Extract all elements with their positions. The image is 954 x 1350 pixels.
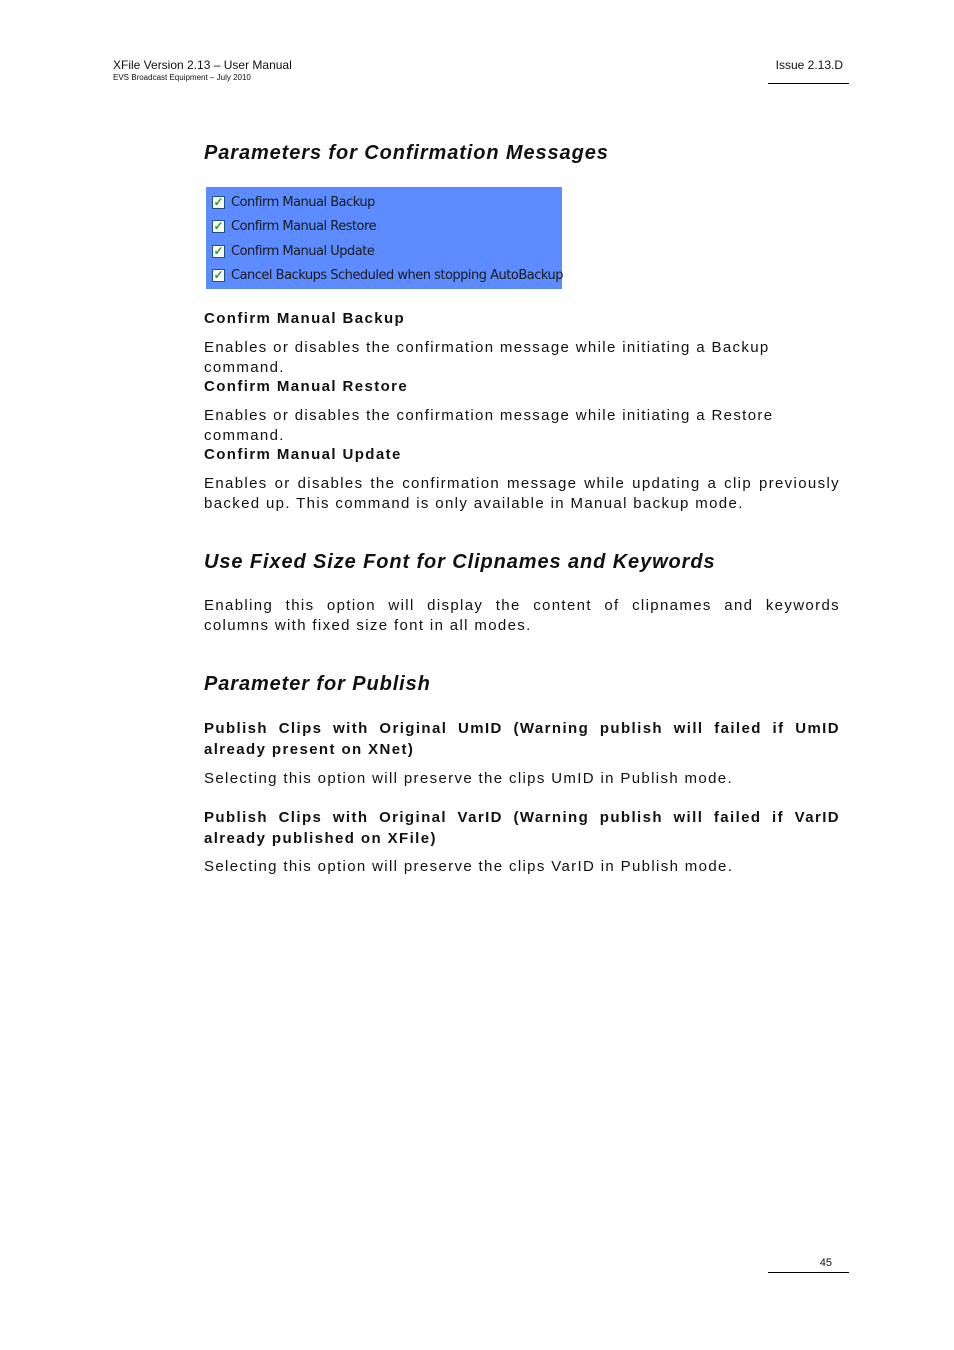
issue-label: Issue 2.13.D	[775, 58, 843, 72]
item-title-publish-varid: Publish Clips with Original VarID (Warning publish will failed if VarID already published on XFile)	[204, 809, 840, 847]
option-confirm-manual-restore[interactable]	[212, 217, 376, 235]
page-number: 45	[819, 1257, 832, 1269]
header-rule	[768, 83, 849, 84]
checkbox-checked-icon[interactable]: ✓	[213, 219, 224, 233]
item-title-confirm-backup: Confirm Manual Backup	[204, 310, 406, 327]
option-label: Cancel Backups Scheduled when stopping AutoBackup	[231, 267, 563, 283]
option-confirm-manual-update[interactable]	[212, 242, 374, 260]
item-title-publish-umid: Publish Clips with Original UmID (Warning publish will failed if UmID already present on XNet)	[204, 720, 840, 758]
section-heading-publish: Parameter for Publish	[204, 673, 431, 695]
option-label: Confirm Manual Update	[231, 243, 375, 259]
item-text-publish-varid: Selecting this option will preserve the clips VarID in Publish mode.	[204, 858, 734, 875]
section-text-fixed-font: Enabling this option will display the content of clipnames and keywords columns with fixed size font in all modes.	[204, 597, 840, 634]
footer-rule	[768, 1272, 849, 1273]
section-heading-confirmation: Parameters for Confirmation Messages	[204, 142, 609, 164]
checkbox-checked-icon[interactable]: ✓	[213, 244, 224, 258]
confirmation-options-panel	[206, 187, 562, 289]
page-header-left	[113, 58, 292, 83]
item-text-confirm-update: Enables or disables the confirmation message while updating a clip previously backed up. This command is only available in Manual backup mode.	[204, 475, 840, 512]
item-text-confirm-backup: Enables or disables the confirmation message while initiating a Backup command.	[204, 339, 770, 376]
item-text-confirm-restore: Enables or disables the confirmation message while initiating a Restore command.	[204, 407, 774, 444]
item-title-confirm-restore: Confirm Manual Restore	[204, 378, 409, 395]
option-label: Confirm Manual Restore	[231, 218, 377, 234]
document-subtitle: EVS Broadcast Equipment – July 2010	[113, 73, 251, 82]
option-confirm-manual-backup[interactable]	[212, 193, 375, 211]
item-text-publish-umid: Selecting this option will preserve the clips UmID in Publish mode.	[204, 770, 733, 787]
document-title: XFile Version 2.13 – User Manual	[113, 58, 292, 72]
option-cancel-backups-scheduled[interactable]	[212, 266, 563, 284]
checkbox-checked-icon[interactable]: ✓	[213, 195, 224, 209]
option-label: Confirm Manual Backup	[231, 194, 375, 210]
checkbox-checked-icon[interactable]: ✓	[213, 268, 224, 282]
section-heading-fixed-font: Use Fixed Size Font for Clipnames and Keywords	[204, 551, 716, 573]
item-title-confirm-update: Confirm Manual Update	[204, 446, 402, 463]
